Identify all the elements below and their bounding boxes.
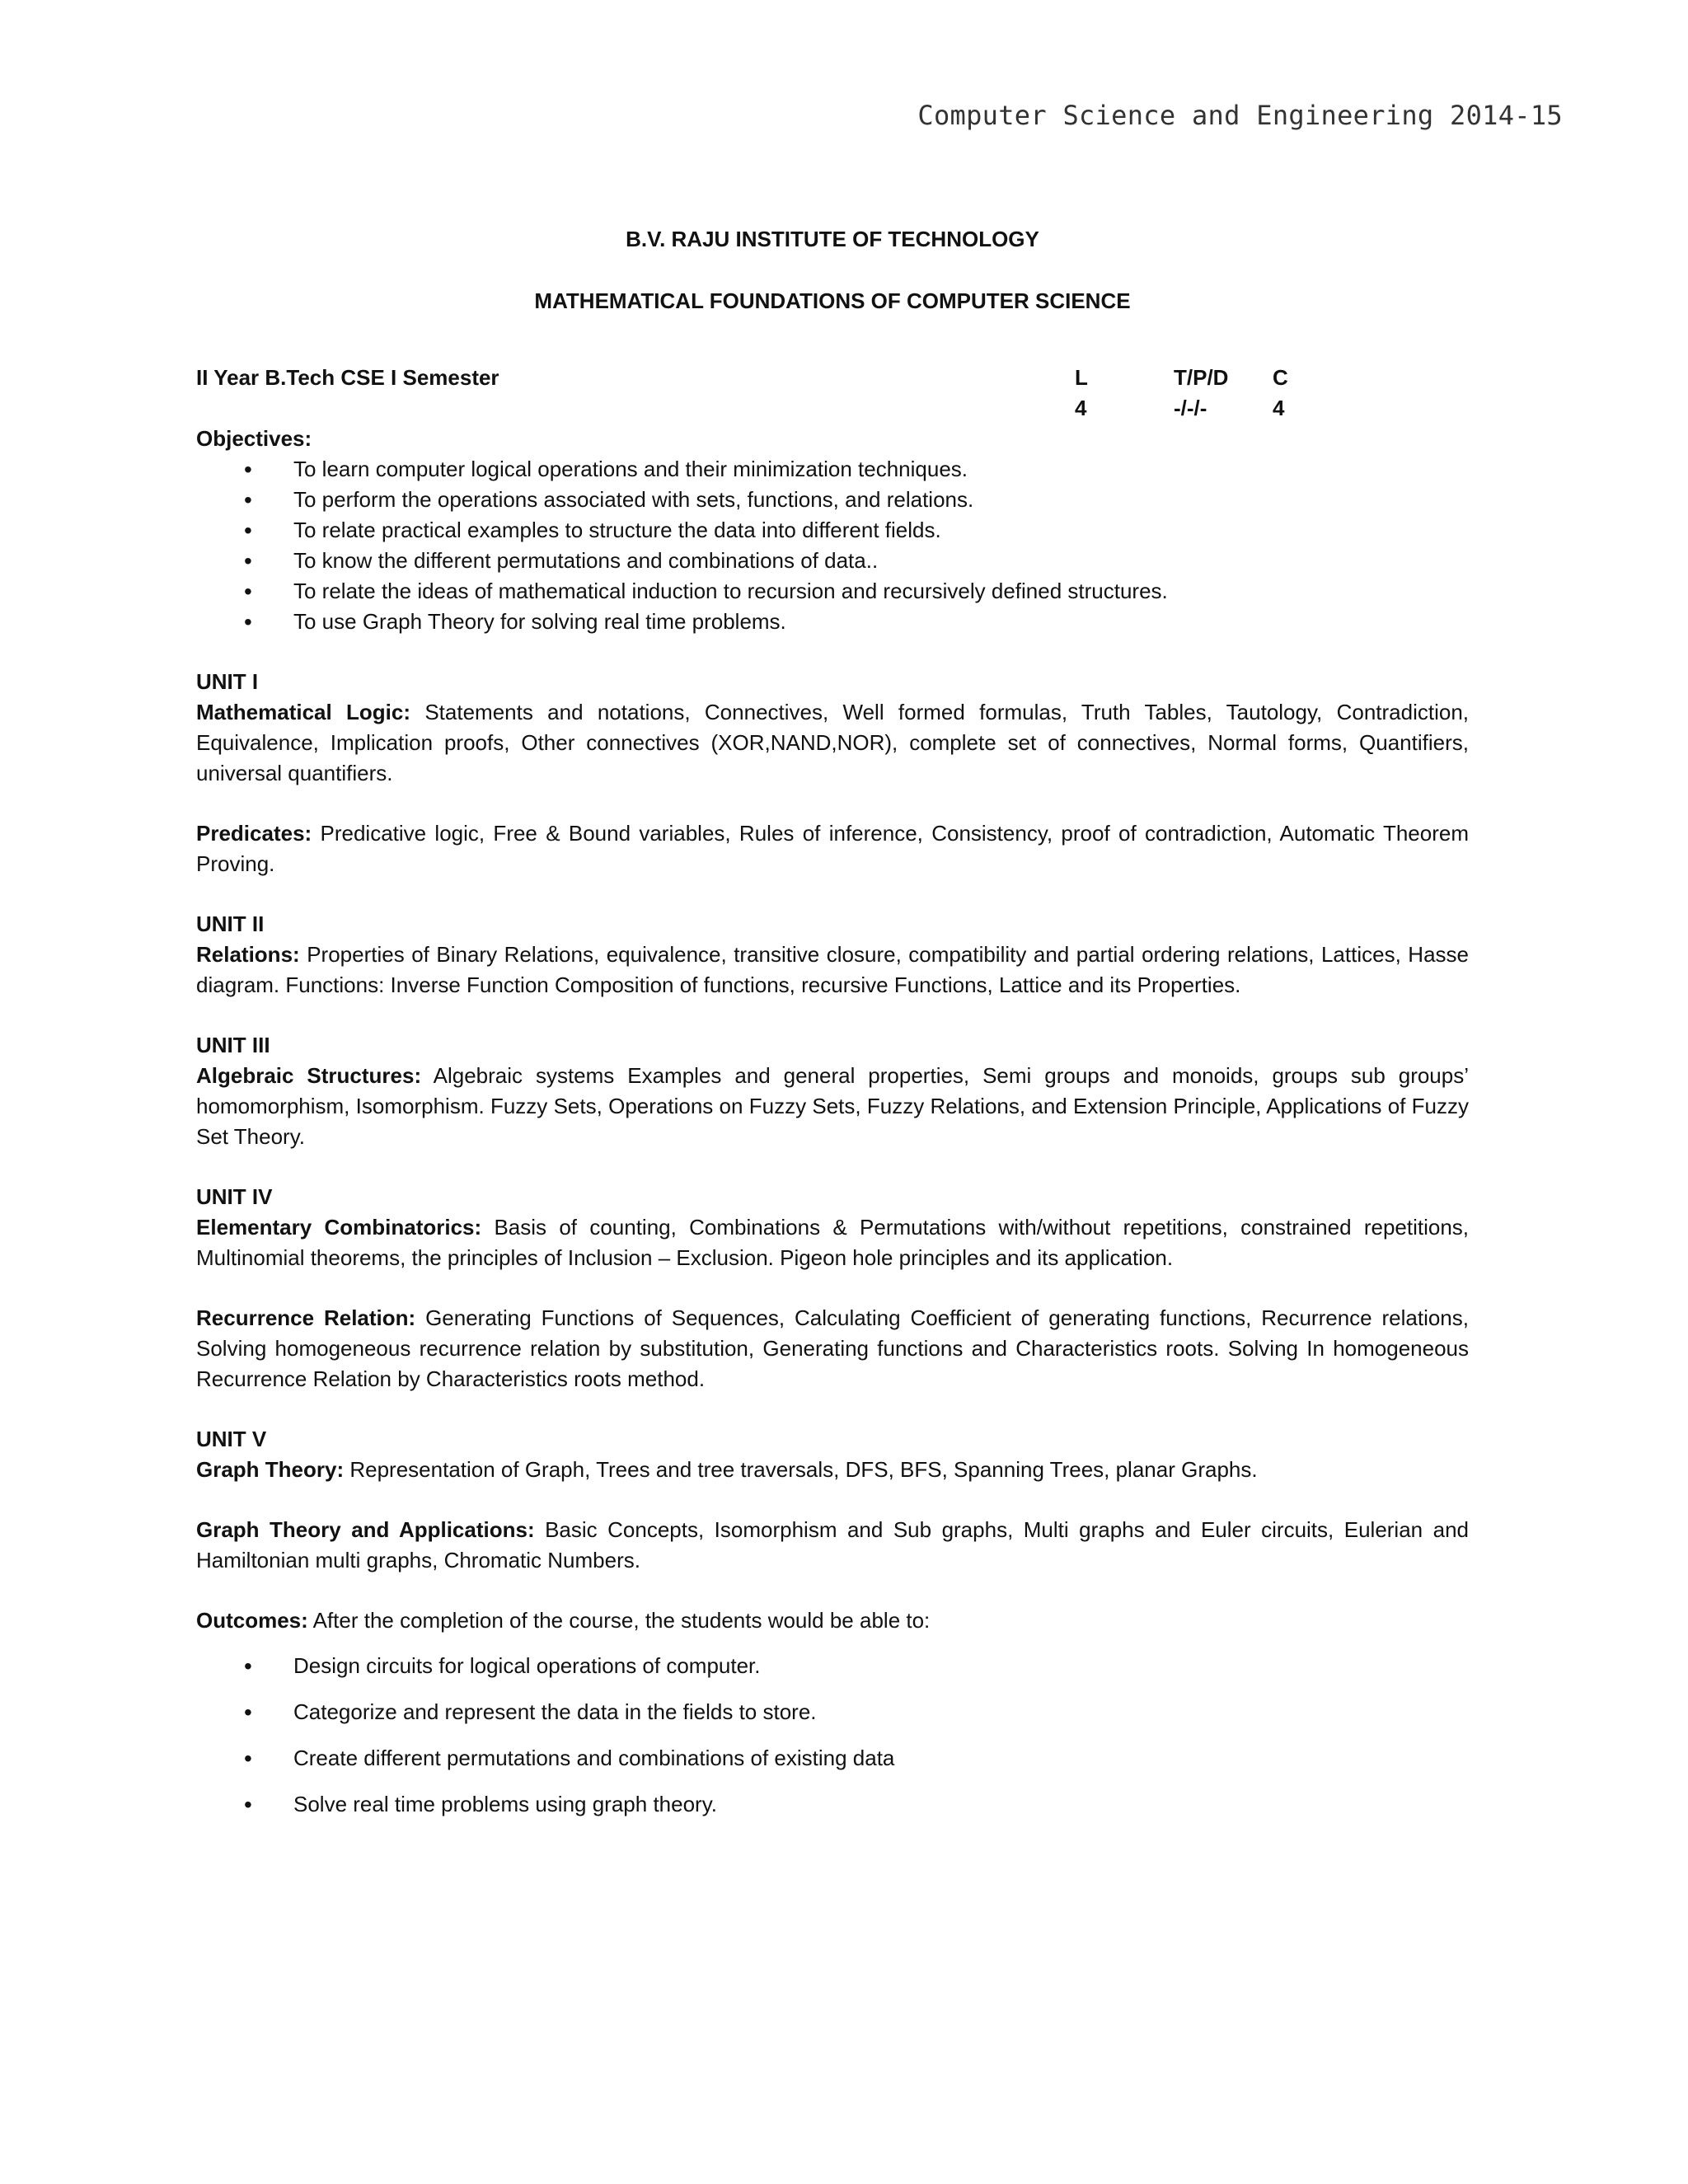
unit-section [196, 940, 1469, 1001]
section-label: Predicates: [196, 821, 312, 846]
outcomes-label: Outcomes: [196, 1608, 308, 1633]
section-text: Statements and notations, Connectives, Well formed formulas, Truth Tables, Tautology, Contradiction, Equivalence, Implication proofs, Other connectives (XOR,NAND,NOR), complete set of connectives, Normal forms, Quantifiers, universal quantifiers. [196, 700, 1469, 785]
unit-section [196, 818, 1469, 879]
outcome-item: • Design circuits for logical operations of computer. [196, 1651, 1469, 1681]
section-text: Basic Concepts, Isomorphism and Sub graphs, Multi graphs and Euler circuits, Eulerian and Hamiltonian multi graphs, Chromatic Numbers. [196, 1517, 1469, 1572]
unit-section [196, 697, 1469, 789]
ltpc-values-row [196, 393, 1469, 424]
ltpc-value-tpd: -/-/- [1174, 396, 1207, 420]
objective-item: • To relate the ideas of mathematical induction to recursion and recursively defined structures. [196, 576, 1469, 607]
objective-item: • To relate practical examples to structure the data into different fields. [196, 515, 1469, 546]
section-label: Mathematical Logic: [196, 700, 411, 724]
section-text: Generating Functions of Sequences, Calculating Coefficient of generating functions, Recurrence relations, Solving homogeneous recurrence relation by substitution, Generating functions and Characteristics roots. Solving In homogeneous Recurrence Relation by Characteristics roots method. [196, 1305, 1469, 1391]
unit-title: UNIT V [196, 1427, 267, 1451]
ltpc-label-c: C [1273, 365, 1288, 390]
year-semester: II Year B.Tech CSE I Semester [196, 365, 499, 390]
section-text: Algebraic systems Examples and general properties, Semi groups and monoids, groups sub groups’ homomorphism, Isomorphism. Fuzzy Sets, Operations on Fuzzy Sets, Fuzzy Relations, and Extension Principle, Applications of Fuzzy Set Theory. [196, 1063, 1470, 1149]
section-label: Recurrence Relation: [196, 1305, 416, 1330]
outcome-item: • Categorize and represent the data in the fields to store. [196, 1697, 1469, 1727]
section-label: Graph Theory and Applications: [196, 1517, 535, 1542]
ltpc-label-tpd: T/P/D [1174, 365, 1229, 390]
objectives-list [196, 454, 1469, 637]
ltpc-labels-row [196, 363, 1469, 393]
section-text: Properties of Binary Relations, equivalence, transitive closure, compatibility and partial ordering relations, Lattices, Hasse diagram. Functions: Inverse Function Composition of functions, recursive Functions, Lattice and its Properties. [196, 942, 1469, 997]
outcomes-intro-text: After the completion of the course, the students would be able to: [307, 1608, 931, 1633]
institute-name: B.V. RAJU INSTITUTE OF TECHNOLOGY [626, 227, 1039, 251]
ltpc-value-l: 4 [1075, 396, 1087, 420]
unit-title: UNIT II [196, 912, 265, 936]
unit-title: UNIT I [196, 669, 259, 694]
course-title: MATHEMATICAL FOUNDATIONS OF COMPUTER SCIENCE [534, 288, 1131, 313]
section-label: Graph Theory: [196, 1457, 345, 1482]
objective-item: • To use Graph Theory for solving real time problems. [196, 607, 1469, 637]
unit-section [196, 1212, 1469, 1273]
outcomes-intro [196, 1605, 1469, 1636]
syllabus-page [196, 224, 1469, 1835]
outcome-item: • Create different permutations and combinations of existing data [196, 1743, 1469, 1774]
outcome-item: • Solve real time problems using graph theory. [196, 1789, 1469, 1820]
unit-section [196, 1061, 1469, 1152]
section-text: Basis of counting, Combinations & Permutations with/without repetitions, constrained repetitions, Multinomial theorems, the principles of Inclusion – Exclusion. Pigeon hole principles and its application. [196, 1215, 1470, 1270]
objective-item: • To perform the operations associated with sets, functions, and relations. [196, 485, 1469, 515]
ltpc-label-l: L [1075, 365, 1088, 390]
section-text: Representation of Graph, Trees and tree traversals, DFS, BFS, Spanning Trees, planar Graphs. [344, 1457, 1258, 1482]
objective-item: • To know the different permutations and combinations of data.. [196, 546, 1469, 576]
unit-title: UNIT III [196, 1033, 270, 1057]
unit-title: UNIT IV [196, 1184, 273, 1209]
objectives-heading: Objectives: [196, 426, 312, 451]
outcomes-list [196, 1651, 1469, 1820]
running-header: Computer Science and Engineering 2014-15 [917, 100, 1563, 131]
unit-section [196, 1515, 1469, 1576]
section-text: Predicative logic, Free & Bound variables, Rules of inference, Consistency, proof of contradiction, Automatic Theorem Proving. [196, 821, 1469, 876]
unit-section [196, 1303, 1469, 1394]
objective-item: • To learn computer logical operations and their minimization techniques. [196, 454, 1469, 485]
ltpc-value-c: 4 [1273, 396, 1285, 420]
section-label: Elementary Combinatorics: [196, 1215, 482, 1240]
section-label: Relations: [196, 942, 300, 967]
unit-section [196, 1455, 1469, 1485]
section-label: Algebraic Structures: [196, 1063, 422, 1088]
